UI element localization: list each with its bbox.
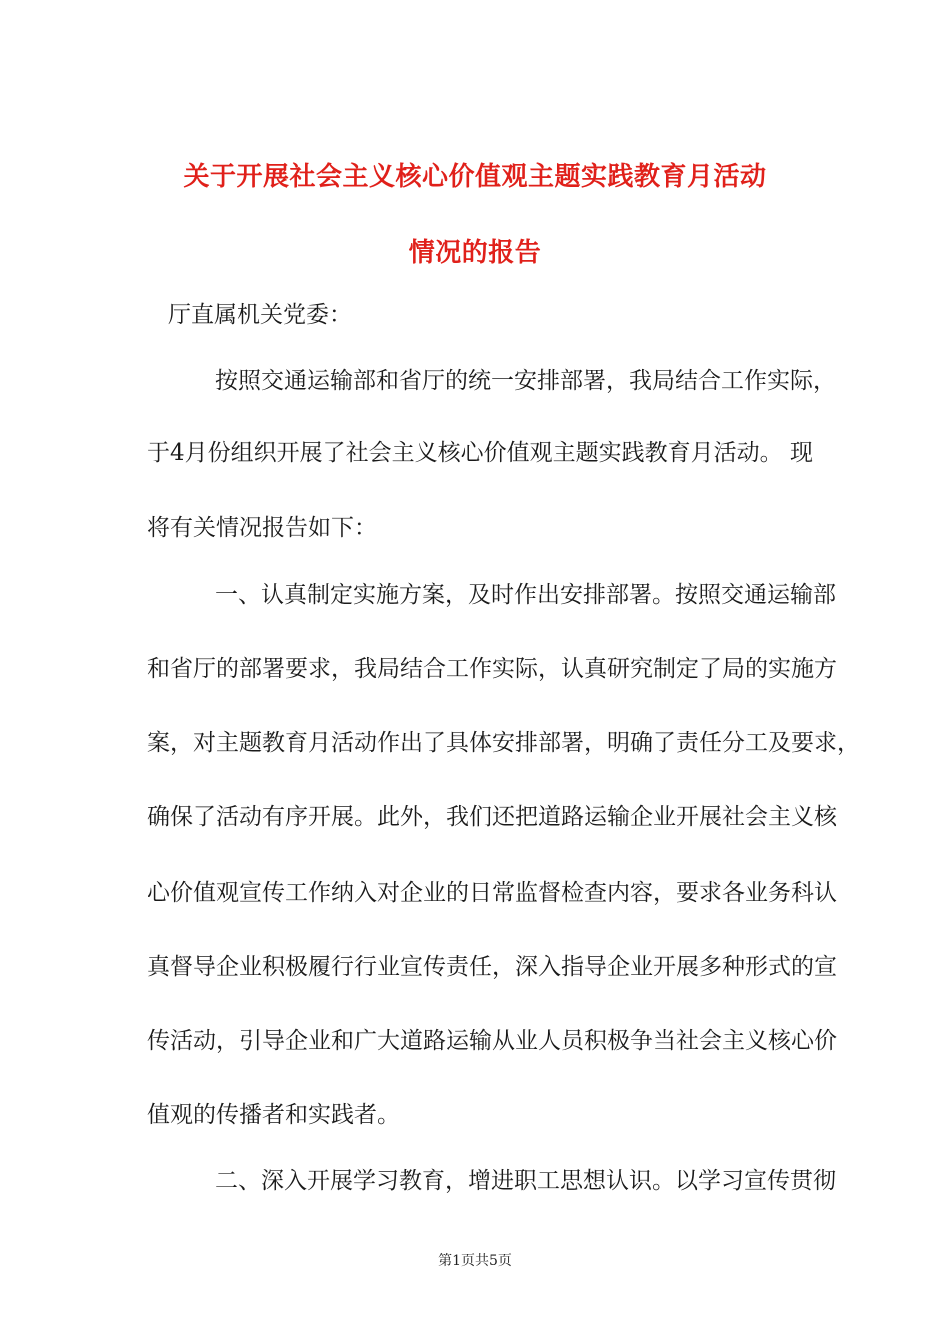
paragraph-line: 按照交通运输部和省厅的统一安排部署，我局结合工作实际，: [215, 368, 836, 394]
paragraph-line: 二、深入开展学习教育，增进职工思想认识。以学习宣传贯彻: [215, 1168, 836, 1194]
paragraph-line: 心价值观宣传工作纳入对企业的日常监督检查内容，要求各业务科认: [147, 880, 837, 906]
paragraph-line: 真督导企业积极履行行业宣传责任，深入指导企业开展多种形式的宣: [147, 954, 837, 980]
paragraph-line: 传活动，引导企业和广大道路运输从业人员积极争当社会主义核心价: [147, 1028, 837, 1054]
document-title-line-2: 情况的报告: [408, 238, 542, 268]
document-title-line-1: 关于开展社会主义核心价值观主题实践教育月活动: [183, 162, 767, 192]
paragraph-line: 一、认真制定实施方案，及时作出安排部署。按照交通运输部: [215, 582, 836, 608]
paragraph-line: 于4月份组织开展了社会主义核心价值观主题实践教育月活动。 现: [147, 440, 813, 466]
paragraph-line: 和省厅的部署要求，我局结合工作实际，认真研究制定了局的实施方: [147, 656, 837, 682]
paragraph-line: 案，对主题教育月活动作出了具体安排部署，明确了责任分工及要求，: [147, 730, 860, 756]
page-number-footer: 第1页共5页: [438, 1253, 512, 1269]
paragraph-line: 值观的传播者和实践者。: [147, 1102, 400, 1128]
paragraph-line: 将有关情况报告如下：: [147, 515, 377, 541]
salutation: 厅直属机关党委：: [168, 302, 352, 328]
paragraph-line: 确保了活动有序开展。此外，我们还把道路运输企业开展社会主义核: [147, 804, 837, 830]
